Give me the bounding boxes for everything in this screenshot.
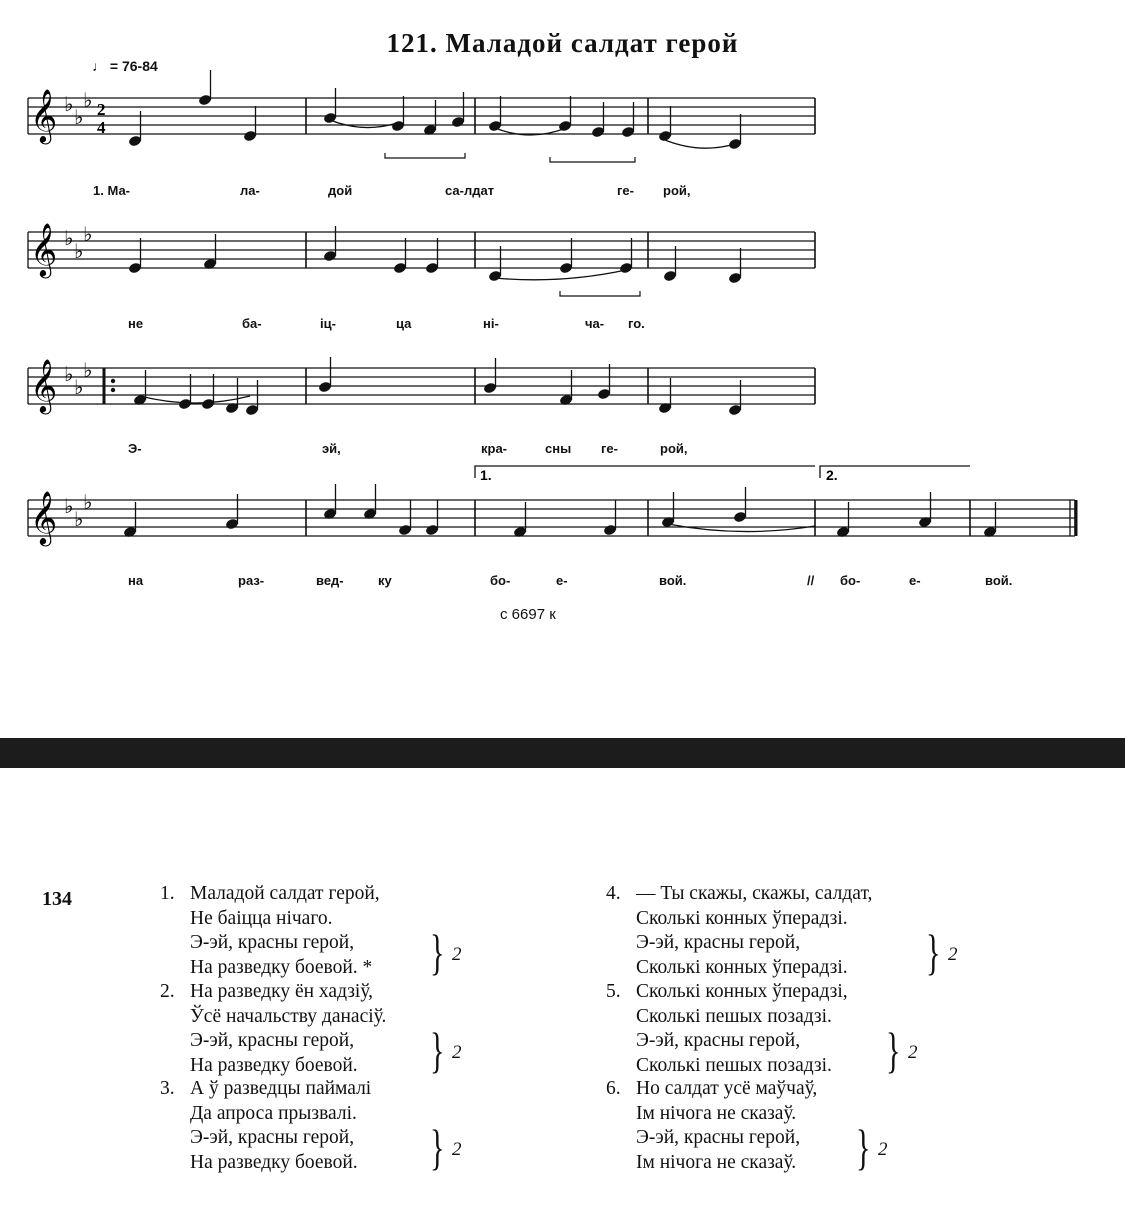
treble-clef: 𝄞 — [30, 358, 58, 412]
verse-line: — Ты скажы, скажы, салдат, — [636, 883, 873, 904]
refrain-line: Э-эй, красны герой, — [190, 932, 355, 953]
lyric-syllable: сны — [545, 441, 572, 456]
lyric-syllable: іц- — [320, 316, 336, 331]
refrain-line: Сколькі конных ўперадзі. — [636, 956, 848, 978]
refrain-line: Э-эй, красны герой, — [636, 932, 801, 953]
repeat-brace-icon: } — [926, 924, 941, 980]
time-signature-bottom: 4 — [97, 118, 106, 137]
verse-number: 4. — [606, 883, 621, 904]
slur — [495, 270, 626, 280]
verse-line: Но салдат усё маўчаў, — [636, 1078, 818, 1099]
repeat-brace-icon: } — [430, 924, 445, 980]
repeat-dot — [111, 379, 115, 383]
verse-block — [606, 882, 958, 980]
refrain-line: На разведку боевой. * — [190, 956, 373, 978]
verse-number: 1. — [160, 883, 175, 904]
verse-block — [606, 980, 918, 1078]
flat-sign: ♭ — [64, 362, 74, 386]
treble-clef: 𝄞 — [30, 88, 58, 142]
lyric-syllable: ба- — [242, 316, 262, 331]
verse-block — [160, 882, 462, 980]
lyric-syllable: кра- — [481, 441, 508, 456]
volta-label: 2. — [826, 467, 838, 483]
volta-bracket-1 — [475, 466, 815, 478]
lyric-syllable: эй, — [322, 441, 341, 456]
refrain-line: Ім нічога не сказаў. — [636, 1151, 797, 1173]
refrain-line: На разведку боевой. — [190, 1054, 358, 1076]
page-divider — [0, 738, 1125, 768]
lyric-syllable: вой. — [659, 573, 687, 588]
verse-line: Не баіцца нічаго. — [190, 907, 333, 929]
refrain — [636, 1022, 918, 1078]
repeat-count: 2 — [452, 944, 462, 965]
repeat-dot — [111, 388, 115, 392]
lyric-syllable: рой, — [663, 183, 691, 198]
refrain — [636, 1119, 888, 1175]
verse-line: Маладой салдат герой, — [190, 883, 380, 904]
flat-sign: ♭ — [83, 490, 93, 514]
lyric-syllable: е- — [556, 573, 568, 588]
verse-line: На разведку ён хадзіў, — [190, 981, 374, 1002]
flat-sign: ♭ — [64, 494, 74, 518]
lyric-syllable: са-лдат — [445, 183, 495, 198]
slur — [330, 120, 400, 128]
repeat-brace-icon: } — [430, 1022, 445, 1078]
verse-line: Сколькі конных ўперадзі, — [636, 981, 848, 1002]
refrain-line: Э-эй, красны герой, — [190, 1030, 355, 1051]
lyric-syllable: бо- — [490, 573, 511, 588]
lyric-syllable: ла- — [240, 183, 260, 198]
tempo-marking: ♩ = 76-84 — [92, 58, 158, 74]
verse-line: Сколькі пешых позадзі. — [636, 1005, 832, 1027]
treble-clef: 𝄞 — [30, 490, 58, 544]
repeat-count: 2 — [452, 1042, 462, 1063]
lyric-syllable: ча- — [585, 316, 605, 331]
repeat-brace-icon: } — [430, 1119, 445, 1175]
lyric-syllable: не — [128, 316, 144, 331]
lyric-syllable: на — [128, 573, 144, 588]
lyric-syllable: вой. — [985, 573, 1013, 588]
lyric-syllable: 1. Ма- — [93, 183, 131, 198]
flat-sign: ♭ — [83, 358, 93, 382]
verse-line: Ўсё начальству данасіў. — [190, 1005, 387, 1027]
refrain-line: Сколькі пешых позадзі. — [636, 1054, 832, 1076]
refrain — [190, 1022, 462, 1078]
repeat-count: 2 — [908, 1042, 918, 1063]
triplet-bracket — [560, 291, 640, 296]
catalog-code: с 6697 к — [500, 606, 556, 623]
page-number: 134 — [42, 888, 72, 910]
lyric-syllable: // — [807, 573, 815, 588]
lyric-syllable: бо- — [840, 573, 861, 588]
repeat-count: 2 — [948, 944, 958, 965]
verse-block — [606, 1077, 888, 1175]
verse-number: 5. — [606, 981, 621, 1002]
lyric-syllable: е- — [909, 573, 921, 588]
verse-line: Сколькі конных ўперадзі. — [636, 907, 848, 929]
lyric-syllable: рой, — [660, 441, 688, 456]
slur — [668, 524, 815, 532]
flat-sign: ♭ — [83, 88, 93, 112]
repeat-brace-icon: } — [886, 1022, 901, 1078]
refrain-line: На разведку боевой. — [190, 1151, 358, 1173]
flat-sign: ♭ — [74, 375, 84, 399]
lyric-syllable: го. — [628, 316, 645, 331]
triplet-bracket — [550, 157, 635, 162]
lyric-syllable: ге- — [601, 441, 618, 456]
refrain-line: Э-эй, красны герой, — [636, 1030, 801, 1051]
lyric-syllable: ні- — [483, 316, 499, 331]
lyric-syllable: ца — [396, 316, 412, 331]
refrain-line: Э-эй, красны герой, — [190, 1127, 355, 1148]
flat-sign: ♭ — [74, 239, 84, 263]
repeat-count: 2 — [452, 1139, 462, 1160]
flat-sign: ♭ — [83, 222, 93, 246]
verse-number: 3. — [160, 1078, 175, 1099]
verse-line: Ім нічога не сказаў. — [636, 1102, 797, 1124]
song-title: 121. Маладой салдат герой — [386, 28, 739, 58]
verse-number: 2. — [160, 981, 175, 1002]
verse-block — [160, 980, 462, 1078]
treble-clef: 𝄞 — [30, 222, 58, 276]
verse-block — [160, 1077, 462, 1175]
verse-line: А ў разведцы паймалі — [190, 1078, 372, 1099]
lyric-syllable: ге- — [617, 183, 634, 198]
flat-sign: ♭ — [74, 105, 84, 129]
time-signature-top: 2 — [97, 100, 106, 119]
slur — [665, 140, 735, 148]
lyric-syllable: ку — [378, 573, 392, 588]
triplet-bracket — [385, 153, 465, 158]
volta-bracket-2 — [820, 466, 970, 478]
verse-number: 6. — [606, 1078, 621, 1099]
repeat-count: 2 — [878, 1139, 888, 1160]
flat-sign: ♭ — [74, 507, 84, 531]
verse-line: Да апроса прызвалі. — [190, 1102, 357, 1124]
lyric-syllable: раз- — [238, 573, 265, 588]
lyric-syllable: вед- — [316, 573, 344, 588]
slur — [140, 396, 250, 403]
refrain — [190, 1119, 462, 1175]
repeat-brace-icon: } — [856, 1119, 871, 1175]
refrain — [636, 924, 958, 980]
flat-sign: ♭ — [64, 226, 74, 250]
refrain — [190, 924, 462, 980]
lyric-syllable: Э- — [128, 441, 142, 456]
lyric-syllable: дой — [328, 183, 353, 198]
flat-sign: ♭ — [64, 92, 74, 116]
refrain-line: Э-эй, красны герой, — [636, 1127, 801, 1148]
volta-label: 1. — [480, 467, 492, 483]
